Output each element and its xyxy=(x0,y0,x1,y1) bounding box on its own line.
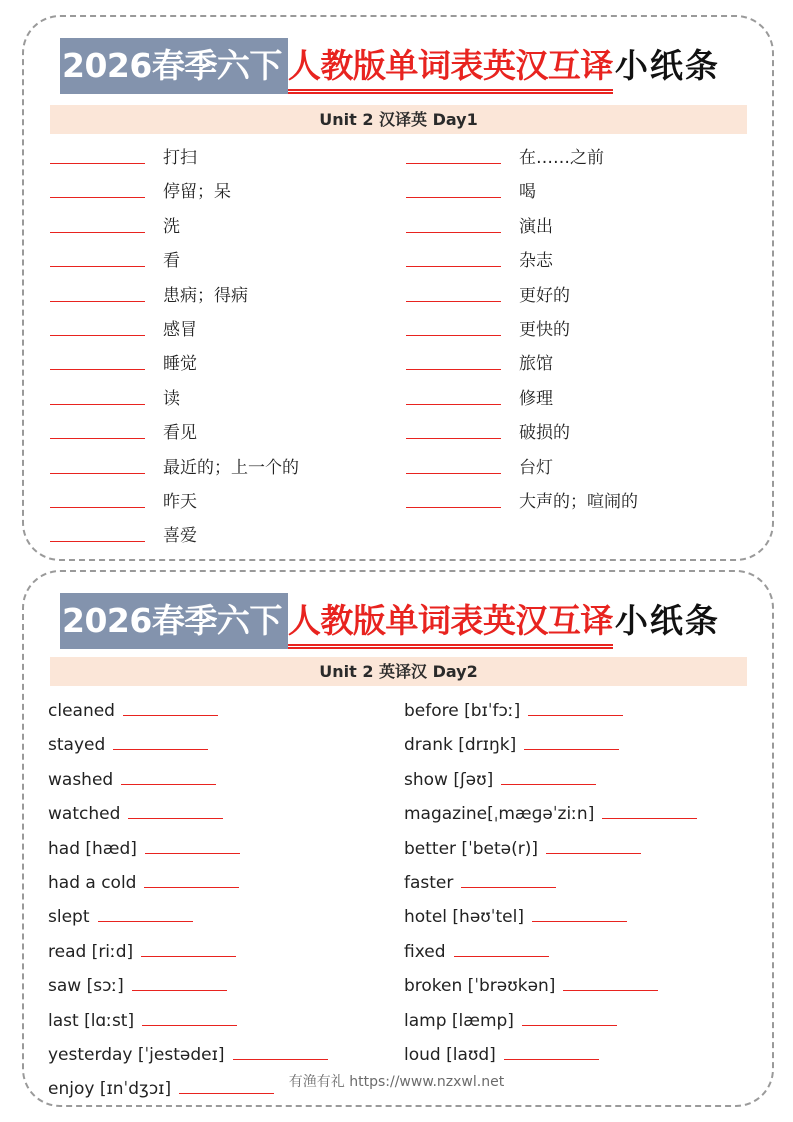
vocab-row xyxy=(48,802,223,836)
answer-blank[interactable] xyxy=(406,438,501,439)
english-word: read [riːd] xyxy=(48,941,134,962)
answer-blank[interactable] xyxy=(454,940,549,957)
answer-blank[interactable] xyxy=(50,541,145,542)
vocab-row xyxy=(404,974,658,1008)
title-slip: 小纸条 xyxy=(614,46,720,85)
answer-blank[interactable] xyxy=(50,473,145,474)
chinese-word: 读 xyxy=(163,388,180,409)
answer-blank[interactable] xyxy=(461,871,556,888)
answer-blank[interactable] xyxy=(406,473,501,474)
answer-blank[interactable] xyxy=(50,301,145,302)
vocab-row xyxy=(404,733,619,767)
vocab-row xyxy=(404,1009,617,1043)
answer-blank[interactable] xyxy=(406,507,501,508)
english-word: faster xyxy=(404,873,454,893)
answer-blank[interactable] xyxy=(406,163,501,164)
vocab-row xyxy=(48,871,239,905)
answer-blank[interactable] xyxy=(50,266,145,267)
chinese-word: 洗 xyxy=(163,216,180,237)
vocab-row xyxy=(404,699,623,733)
answer-blank[interactable] xyxy=(113,733,208,750)
answer-blank[interactable] xyxy=(50,404,145,405)
answer-blank[interactable] xyxy=(145,837,240,854)
vocab-row xyxy=(404,837,641,871)
english-word: loud [laʊd] xyxy=(404,1045,496,1065)
answer-blank[interactable] xyxy=(132,974,227,991)
chinese-word: 演出 xyxy=(519,216,553,237)
chinese-word: 更快的 xyxy=(519,320,570,340)
chinese-word: 看见 xyxy=(163,423,197,444)
english-word: yesterday [ˈjestədeɪ] xyxy=(48,1045,225,1065)
english-word: had [hæd] xyxy=(48,838,137,859)
answer-blank[interactable] xyxy=(406,404,501,405)
english-word: magazine[ˌmæɡəˈziːn] xyxy=(404,804,595,825)
english-word: stayed xyxy=(48,735,106,756)
watermark: 有渔有礼 https://www.nzxwl.net xyxy=(288,1074,505,1090)
chinese-word: 大声的；喧闹的 xyxy=(519,492,638,512)
worksheet-title xyxy=(60,594,720,648)
answer-blank[interactable] xyxy=(121,768,216,785)
answer-blank[interactable] xyxy=(524,733,619,750)
answer-blank[interactable] xyxy=(406,301,501,302)
english-word: hotel [həʊˈtel] xyxy=(404,907,524,928)
english-word: better [ˈbetə(r)] xyxy=(404,838,538,859)
chinese-word: 喜爱 xyxy=(163,526,197,547)
chinese-word: 修理 xyxy=(519,388,553,409)
worksheet-title xyxy=(60,39,720,93)
vocab-row xyxy=(48,940,236,974)
english-word: drank [drɪŋk] xyxy=(404,735,517,756)
answer-blank[interactable] xyxy=(532,905,627,922)
unit-header: Unit 2 英译汉 Day2 xyxy=(50,657,747,686)
english-word: had a cold xyxy=(48,873,137,893)
answer-blank[interactable] xyxy=(233,1043,328,1060)
chinese-word: 感冒 xyxy=(163,320,197,340)
answer-blank[interactable] xyxy=(98,905,193,922)
english-word: before [bɪˈfɔː] xyxy=(404,701,521,721)
chinese-word: 喝 xyxy=(519,182,536,203)
chinese-word: 杂志 xyxy=(519,251,553,272)
worksheet-card-day2 xyxy=(22,570,774,1107)
answer-blank[interactable] xyxy=(546,837,641,854)
english-word: watched xyxy=(48,804,121,825)
answer-blank[interactable] xyxy=(50,438,145,439)
answer-blank[interactable] xyxy=(128,802,223,819)
chinese-word: 停留；呆 xyxy=(163,182,231,203)
answer-blank[interactable] xyxy=(142,1009,237,1026)
chinese-word: 睡觉 xyxy=(163,354,197,375)
vocab-row xyxy=(48,768,216,802)
unit-header: Unit 2 汉译英 Day1 xyxy=(50,105,747,134)
english-word: washed xyxy=(48,769,114,790)
answer-blank[interactable] xyxy=(123,699,218,716)
title-edition-red: 人教版单词表英汉互译 xyxy=(288,593,613,649)
answer-blank[interactable] xyxy=(50,507,145,508)
english-word: lamp [læmp] xyxy=(404,1010,514,1031)
answer-blank[interactable] xyxy=(406,232,501,233)
english-word: last [lɑːst] xyxy=(48,1010,135,1031)
english-word: saw [sɔː] xyxy=(48,976,124,997)
vocab-row xyxy=(48,1009,237,1043)
vocab-row xyxy=(48,699,218,733)
answer-blank[interactable] xyxy=(501,768,596,785)
vocab-row xyxy=(404,768,596,802)
title-edition-red: 人教版单词表英汉互译 xyxy=(288,38,613,94)
answer-blank[interactable] xyxy=(50,232,145,233)
answer-blank[interactable] xyxy=(528,699,623,716)
english-word: slept xyxy=(48,907,90,928)
english-word: fixed xyxy=(404,941,446,962)
answer-blank[interactable] xyxy=(504,1043,599,1060)
english-word: show [ʃəʊ] xyxy=(404,769,494,790)
answer-blank[interactable] xyxy=(602,802,697,819)
chinese-word: 昨天 xyxy=(163,492,197,512)
title-year-highlight: 2026春季六下 xyxy=(60,38,288,94)
chinese-word: 破损的 xyxy=(519,423,570,444)
chinese-word: 更好的 xyxy=(519,285,570,306)
answer-blank[interactable] xyxy=(144,871,239,888)
answer-blank[interactable] xyxy=(406,197,501,198)
vocab-row xyxy=(48,837,240,871)
vocab-row xyxy=(404,905,627,939)
chinese-word: 打扫 xyxy=(163,148,197,168)
answer-blank[interactable] xyxy=(522,1009,617,1026)
title-year-highlight: 2026春季六下 xyxy=(60,593,288,649)
vocab-row xyxy=(48,974,227,1008)
answer-blank[interactable] xyxy=(50,197,145,198)
english-word: cleaned xyxy=(48,701,115,721)
answer-blank[interactable] xyxy=(50,335,145,336)
english-word: enjoy [ɪnˈdʒɔɪ] xyxy=(48,1079,172,1100)
vocab-row xyxy=(404,802,697,836)
chinese-word: 旅馆 xyxy=(519,354,553,375)
vocab-row xyxy=(404,871,556,905)
chinese-word: 在……之前 xyxy=(519,148,604,168)
chinese-word: 台灯 xyxy=(519,457,553,478)
worksheet-card-day1 xyxy=(22,15,774,561)
answer-blank[interactable] xyxy=(50,369,145,370)
answer-blank[interactable] xyxy=(406,266,501,267)
answer-blank[interactable] xyxy=(406,369,501,370)
answer-blank[interactable] xyxy=(406,335,501,336)
english-word: broken [ˈbrəʊkən] xyxy=(404,976,556,997)
chinese-word: 最近的；上一个的 xyxy=(163,457,299,478)
vocab-row xyxy=(48,905,193,939)
answer-blank[interactable] xyxy=(563,974,658,991)
title-slip: 小纸条 xyxy=(614,601,720,640)
answer-blank[interactable] xyxy=(141,940,236,957)
answer-blank[interactable] xyxy=(50,163,145,164)
chinese-word: 看 xyxy=(163,251,180,272)
chinese-word: 患病；得病 xyxy=(163,285,248,306)
vocab-row xyxy=(48,733,208,767)
vocab-row xyxy=(404,940,549,974)
